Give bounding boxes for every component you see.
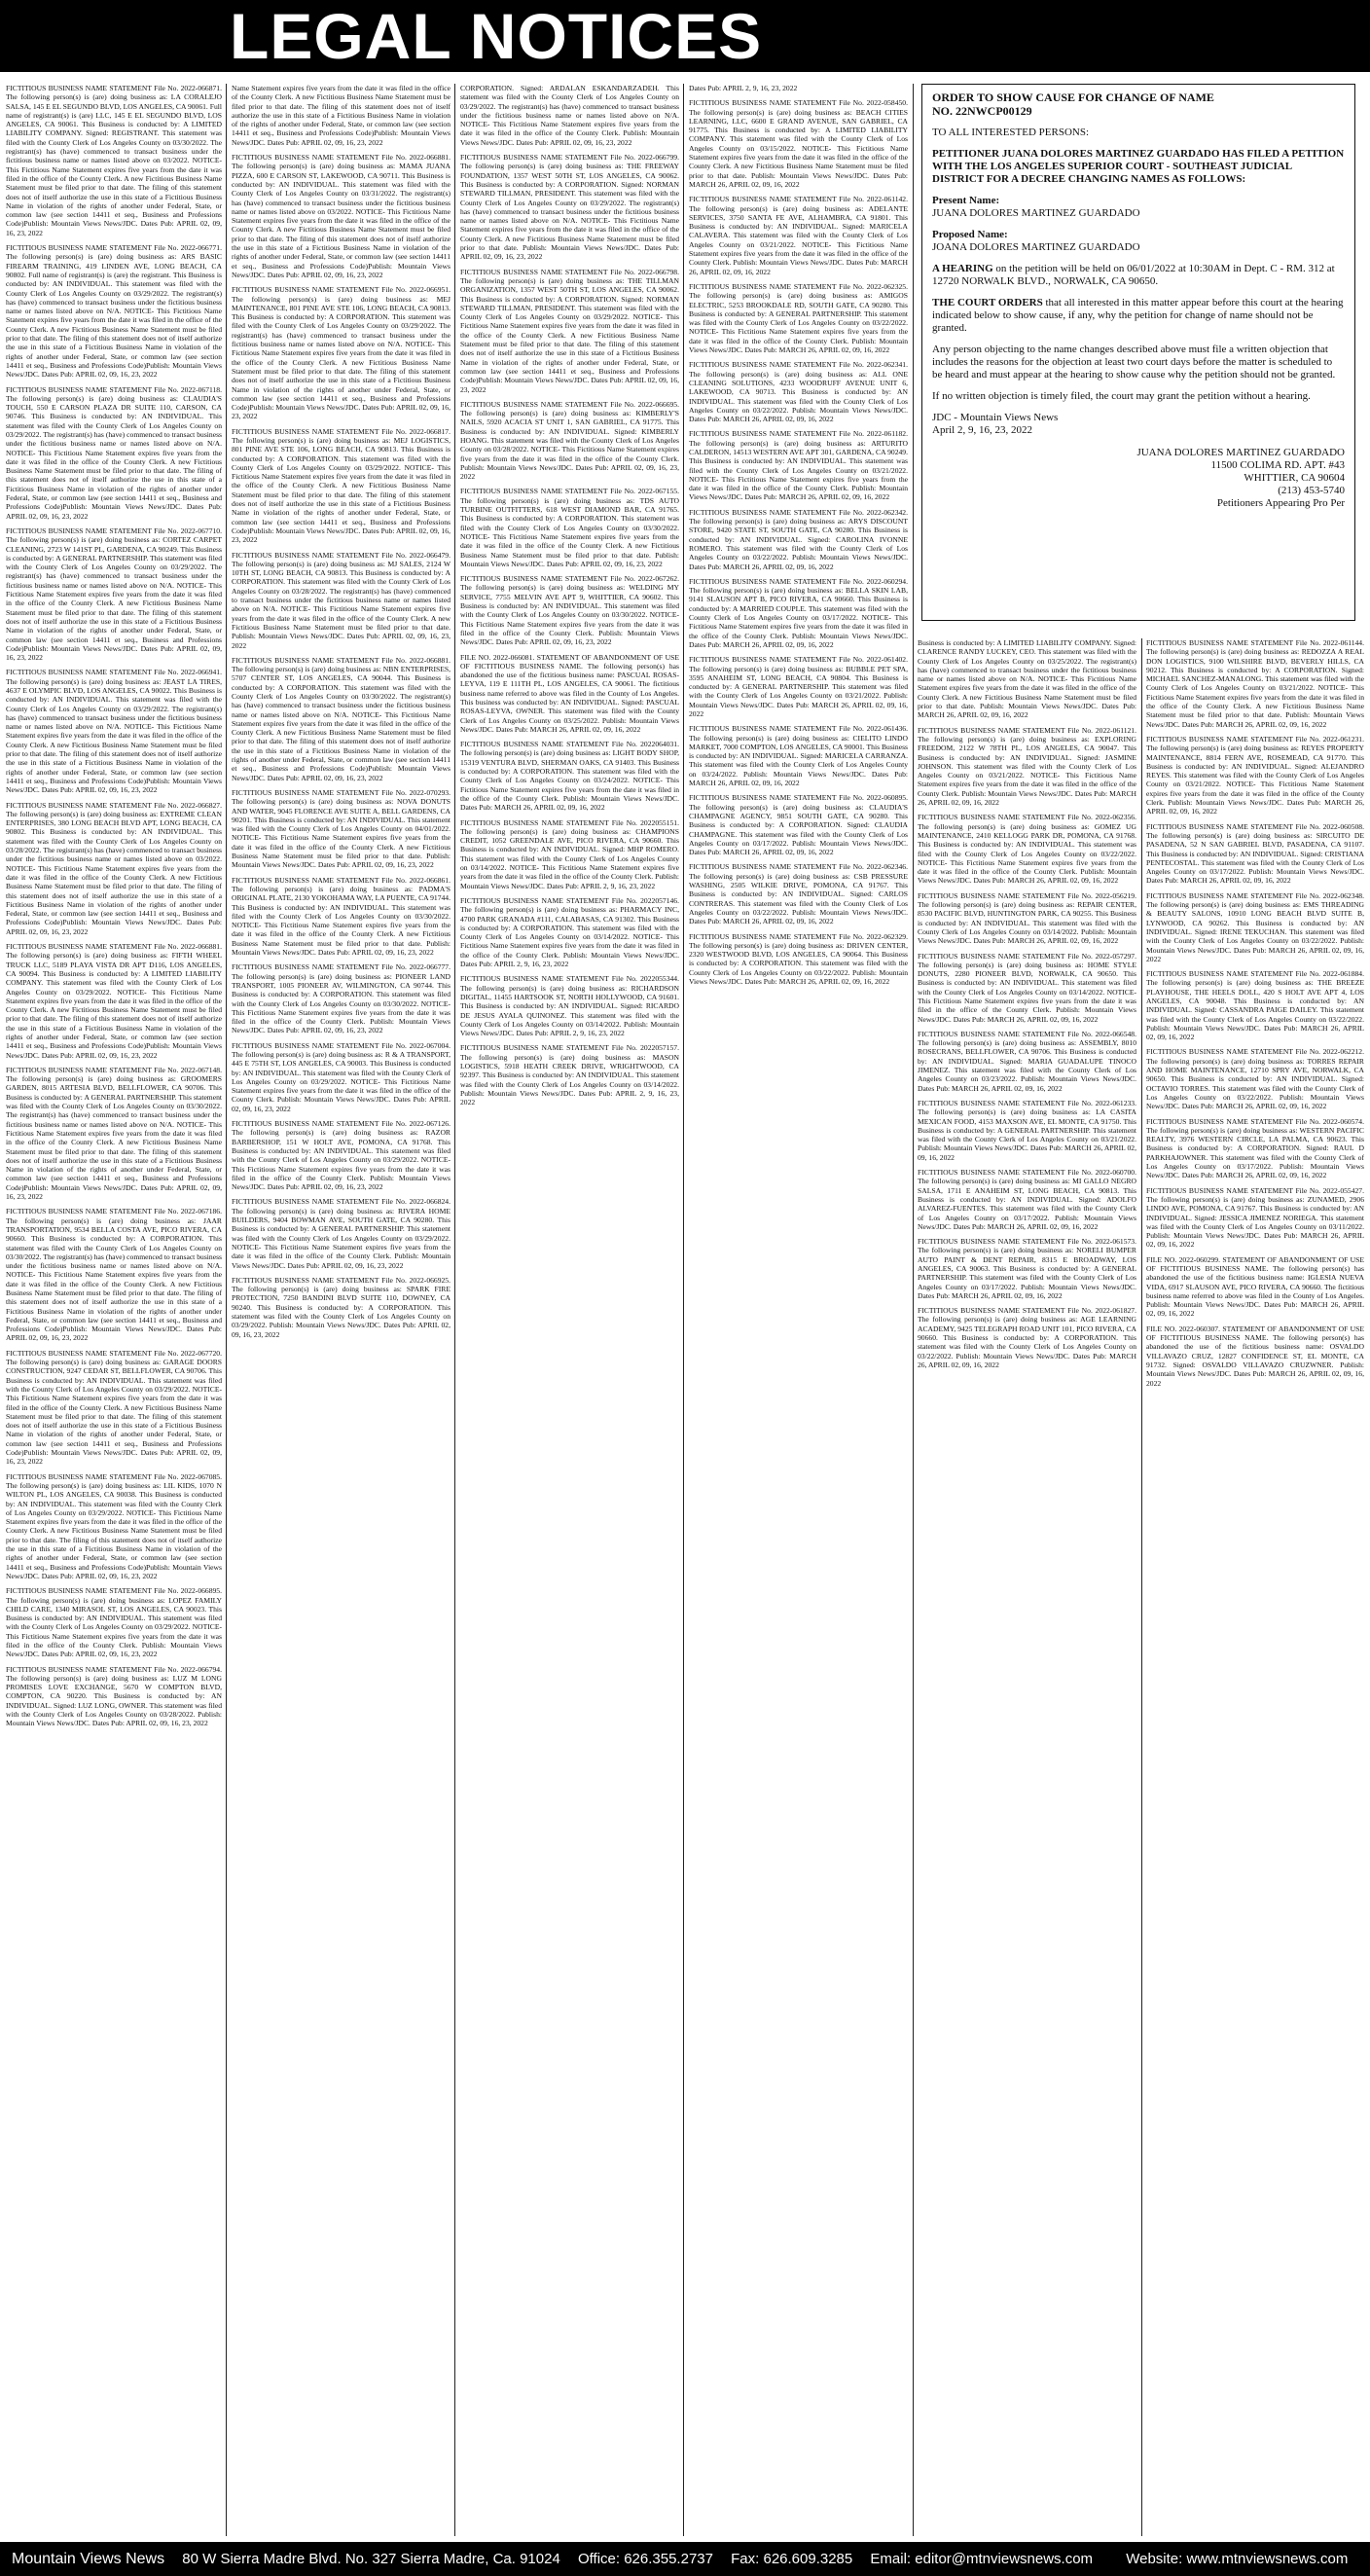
legal-notice: FICTITIOUS BUSINESS NAME STATEMENT File No. 2022-067118. The following person(s) is (are) doing business as: CLAUDIA'S TOUCH, 550 E CARSON PLAZA DR SUITE 110, CARSON, CA 90746. This Business is conducted by: AN INDIVIDUAL. This statement was filed with the County Clerk of Los Angeles County on 03/29/2022. The registrant(s) has (have) commenced to transact business under the fictitious business name or names listed above on N/A. NOTICE- This Fictitious Name Statement expires five years from the date it was filed in the office of the County Clerk. A new Fictitious Business Name Statement must be filed prior to that date. The filing of this statement does not of itself authorize the use in this state of a Fictitious Business Name in violation of the rights of another under Federal, State, or common law (see section 14411 et seq., Business and Professions Code)Publish: Mountain Views News/JDC. Dates Pub: APRIL 02, 09, 16, 23, 2022	[6, 384, 222, 521]
legal-notice: FICTITIOUS BUSINESS NAME STATEMENT File No. 2022055151. The following person(s) is (are) doing business as: CHAMPIONS CREDIT, 1052 GREENDALE AVE, PICO RIVERA, CA 90660. This Business is conducted by: AN INDIVIDUAL. Signed: MHP ROMERO. This statement was filed with the County Clerk of Los Angeles County on 03/14/2022. NOTICE- This Fictitious Name Statement expires five years from the date it was filed in the office of the County Clerk. Publish: Mountain Views News/JDC. Dates Pub: APRIL 2, 9, 16, 23, 2022	[460, 817, 679, 890]
publication-dates: April 2, 9, 16, 23, 2022	[932, 424, 1032, 436]
legal-notice: FICTITIOUS BUSINESS NAME STATEMENT File No. 2022-067720. The following person(s) is (are) doing business as: GARAGE DOORS CONSTRUCTION, 9247 CEDAR ST, BELLFLOWER, CA 90706. This Business is conducted by: AN INDIVIDUAL. This statement was filed with the County Clerk of Los Angeles County on 03/29/2022. NOTICE- This Fictitious Name Statement expires five years from the date it was filed in the office of the County Clerk. A new Fictitious Business Name Statement must be filed prior to that date. The filing of this statement does not of itself authorize the use in this state of a Fictitious Business Name in violation of the rights of another under Federal, State, or common law (see section 14411 et seq., Business and Professions Code)Publish: Mountain Views News/JDC. Dates Pub: APRIL 02, 09, 16, 23, 2022	[6, 1348, 222, 1467]
order-title: ORDER TO SHOW CAUSE FOR CHANGE OF NAME	[932, 91, 1214, 104]
legal-notice: FICTITIOUS BUSINESS NAME STATEMENT File No. 2022-066695. The following person(s) is (are) doing business as: KIMBERLY'S NAILS, 5920 ACACIA ST UNIT 1, SAN GABRIEL, CA 91775. This Business is conducted by: AN INDIVIDUAL. Signed: KIMBERLY HOANG. This statement was filed with the County Clerk of Los Angeles County on 03/28/2022. NOTICE- This Fictitious Name Statement expires five years from the date it was filed in the office of the County Clerk. Publish: Mountain Views News/JDC. Dates Pub: APRIL 02, 09, 16, 23, 2022	[460, 399, 679, 482]
hearing-label: A HEARING	[932, 263, 993, 274]
hearing-text: on the petition will be held on 06/01/2022 at 10:30AM in Dept. C - RM. 312 at 12720 NORWALK BLVD., NORWALK, CA 90650.	[932, 263, 1335, 287]
legal-notice: FICTITIOUS BUSINESS NAME STATEMENT File No. 2022-062329. The following person(s) is (are) doing business as: DRIVEN CENTER, 2320 WESTWOOD BLVD, LOS ANGELES, CA 90064. This Business is conducted by: A CORPORATION. This statement was filed with the County Clerk of Los Angeles County on 03/22/2022. Publish: Mountain Views News/JDC. Dates Pub: MARCH 26, APRIL 02, 09, 16, 2022	[689, 931, 908, 987]
legal-notice: FICTITIOUS BUSINESS NAME STATEMENT File No. 2022-066861. The following person(s) is (are) doing business as: PADMA'S ORIGINAL PLATE, 2130 YOKOHAMA WAY, LA PUENTE, CA 91744. This Business is conducted by: AN INDIVIDUAL. This statement was filed with the County Clerk of Los Angeles County on 03/30/2022. NOTICE- This Fictitious Name Statement expires five years from the date it was filed in the office of the County Clerk. A new Fictitious Business Name Statement must be filed prior to that date. Publish: Mountain Views News/JDC. Dates Pub: APRIL 02, 09, 16, 23, 2022	[232, 875, 451, 958]
legal-notice: FICTITIOUS BUSINESS NAME STATEMENT File No. 2022-066925. The following person(s) is (are) doing business as: SPARK FIRE PROTECTION, 7250 BANDINI BLVD SUITE 110, DOWNEY, CA 90240. This Business is conducted by: A CORPORATION. This statement was filed with the County Clerk of Los Angeles County on 03/29/2022. Publish: Mountain Views News/JDC. Dates Pub: APRIL 02, 09, 16, 23, 2022	[232, 1275, 451, 1339]
objection-paragraph: Any person objecting to the name changes described above must file a written objection that includes the reasons for the objection at least two court days before the matter is scheduled to be heard and must appear at the hearing to show cause why the petition should not be granted.	[932, 344, 1336, 381]
legal-notice: FICTITIOUS BUSINESS NAME STATEMENT File No. 2022-066827. The following person(s) is (are) doing business as: EXTREME CLEAN ENTERPRISES, 380 LONG BEACH BLVD APT, LONG BEACH, CA 90802. This Business is conducted by: AN INDIVIDUAL. This statement was filed with the County Clerk of Los Angeles County on 03/28/2022. The registrant(s) has (have) commenced to transact business under the fictitious business name or names listed above on 03/2022. NOTICE- This Fictitious Name Statement expires five years from the date it was filed in the office of the County Clerk. A new Fictitious Business Name Statement must be filed prior to that date. The filing of this statement does not of itself authorize the use in this state of a Fictitious Business Name in violation of the rights of another under Federal, State, or common law (see section 14411 et seq., Business and Professions Code)Publish: Mountain Views News/JDC. Dates Pub: APRIL 02, 09, 16, 23, 2022	[6, 800, 222, 936]
legal-notice: FICTITIOUS BUSINESS NAME STATEMENT File No. 2022-060700. The following person(s) is (are) doing business as: MI GALLO NEGRO SALSA, 1711 E ANAHEIM ST, LONG BEACH, CA 90813. This Business is conducted by: AN INDIVIDUAL. Signed: ADOLFO ALVAREZ-FUENTES. This statement was filed with the County Clerk of Los Angeles County on 03/17/2022. Publish: Mountain Views News/JDC. Dates Pub: MARCH 26, APRIL 02, 09, 16, 2022	[918, 1168, 1136, 1231]
legal-notice: FICTITIOUS BUSINESS NAME STATEMENT File No. 2022057157. The following person(s) is (are) doing business as: MASON LOGISTICS, 5918 HEATH CREEK DRIVE, WRIGHTWOOD, CA 92397. This Business is conducted by: AN INDIVIDUAL. This statement was filed with the County Clerk of Los Angeles County on 03/14/2022. Publish: Mountain Views News/JDC. Dates Pub: APRIL 2, 9, 16, 23, 2022	[460, 1043, 679, 1107]
signature-role: Petitioners Appearing Pro Per	[1216, 497, 1345, 509]
notice-column-5	[918, 638, 1136, 2536]
legal-notice: FICTITIOUS BUSINESS NAME STATEMENT File No. 2022-066881. The following person(s) is (are) doing business as: MAMA JUANA PIZZA, 600 E CARSON ST, LAKEWOOD, CA 90711. This Business is conducted by: AN INDIVIDUAL. This statement was filed with the County Clerk of Los Angeles County on 03/31/2022. The registrant(s) has (have) commenced to transact business under the fictitious business name or names listed above on 03/2022. NOTICE- This Fictitious Name Statement expires five years from the date it was filed in the office of the County Clerk. A new Fictitious Business Name Statement must be filed prior to that date. The filing of this statement does not of itself authorize the use in this state of a Fictitious Business Name in violation of the rights of another under Federal, State, or common law (see section 14411 et seq., Business and Professions Code)Publish: Mountain Views News/JDC. Dates Pub: APRIL 02, 09, 16, 23, 2022	[232, 153, 451, 279]
legal-notice: FICTITIOUS BUSINESS NAME STATEMENT File No. 2022-060574. The following person(s) is (are) doing business as: WESTERN PACIFIC REALTY, 3976 WESTERN CIRCLE, LA PALMA, CA 90623. This Business is conducted by: A CORPORATION. Signed: RAUL D PARKHAJOWNER. This statement was filed with the County Clerk of Los Angeles County on 03/17/2022. Publish: Mountain Views News/JDC. Dates Pub: MARCH 26, APRIL 02, 09, 16, 2022	[1146, 1116, 1364, 1180]
legal-notice: FICTITIOUS BUSINESS NAME STATEMENT File No. 2022-060895. The following person(s) is (are) doing business as: CLAUDIA'S CHAMPAGNE AGENCY, 9851 SOUTH GATE, CA 90280. This Business is conducted by: A CORPORATION. Signed: CLAUDIA CHAMPAGNE. This statement was filed with the County Clerk of Los Angeles County on 03/17/2022. Publish: Mountain Views News/JDC. Dates Pub: MARCH 26, APRIL 02, 09, 16, 2022	[689, 793, 908, 857]
signature-street: 11500 COLIMA RD. APT. #43	[1210, 459, 1345, 471]
hearing-paragraph	[932, 263, 1345, 288]
legal-notice: FICTITIOUS BUSINESS NAME STATEMENT File No. 2022-066794. The following person(s) is (are) doing business as: LUZ M LONG PROMISES LOVE EXCHANGE, 5670 W COMPTON BLVD, COMPTON, CA 90220. This Business is conducted by: AN INDIVIDUAL. Signed: LUZ LONG, OWNER. This statement was filed with the County Clerk of Los Angeles County on 03/28/2022. Publish: Mountain Views News/JDC. Dates Pub: APRIL 02, 09, 16, 23, 2022	[6, 1664, 222, 1728]
legal-notice: FICTITIOUS BUSINESS NAME STATEMENT File No. 2022-061827. The following person(s) is (are) doing business as: AGE LEARNING ACADEMY, 9425 TELEGRAPH ROAD UNIT 101, PICO RIVERA, CA 90660. This Business is conducted by: A CORPORATION. This statement was filed with the County Clerk of Los Angeles County on 03/22/2022. Publish: Mountain Views News/JDC. Dates Pub: MARCH 26, APRIL 02, 09, 16, 2022	[918, 1306, 1136, 1369]
legal-notice: FICTITIOUS BUSINESS NAME STATEMENT File No. 2022-070293. The following person(s) is (are) doing business as: NOVA DONUTS AND WATER, 9045 FLORENCE AVE SUITE A, BELL GARDENS, CA 90201. This Business is conducted by: AN INDIVIDUAL. This statement was filed with the County Clerk of Los Angeles County on 04/01/2022. NOTICE- This Fictitious Name Statement expires five years from the date it was filed in the office of the County Clerk. A new Fictitious Business Name Statement must be filed prior to that date. Publish: Mountain Views News/JDC. Dates Pub: APRIL 02, 09, 16, 23, 2022	[232, 787, 451, 870]
legal-notice: FICTITIOUS BUSINESS NAME STATEMENT File No. 2022-066895. The following person(s) is (are) doing business as: LOPEZ FAMILY CHILD CARE, 1340 MIRASOL ST, LOS ANGELES, CA 90023. This Business is conducted by: AN INDIVIDUAL. This statement was filed with the County Clerk of Los Angeles County on 03/29/2022. NOTICE- This Fictitious Name Statement expires five years from the date it was filed in the office of the County Clerk. Publish: Mountain Views News/JDC. Dates Pub: APRIL 02, 09, 16, 23, 2022	[6, 1586, 222, 1659]
publication-name: JDC - Mountain Views News	[932, 412, 1059, 423]
court-orders-label: THE COURT ORDERS	[932, 297, 1043, 308]
legal-notice: FILE NO. 2022-060307. STATEMENT OF ABANDONMENT OF USE OF FICTITIOUS BUSINESS NAME. The following person(s) has abandoned the use of the fictitious business name: OSVALDO VILLAVAZO CRUZ, 12827 CONFIDENCE ST, EL MONTE, CA 91732. Signed: OSVALDO VILLAVAZO CRUZWNER. Publish: Mountain Views News/JDC. Dates Pub: MARCH 26, APRIL 02, 09, 16, 2022	[1146, 1324, 1364, 1388]
legal-notice: Dates Pub: APRIL 2, 9, 16, 23, 2022	[689, 84, 798, 92]
column-divider	[913, 84, 914, 2536]
footer-office-phone: Office: 626.355.2737	[577, 2551, 713, 2567]
legal-notice: FICTITIOUS BUSINESS NAME STATEMENT File No. 2022-061231. The following person(s) is (are) doing business as: REYES PROPERTY MAINTENANCE, 8814 FERN AVE, ROSEMEAD, CA 91770. This Business is conducted by: AN INDIVIDUAL. Signed: ALEJANDRO REYES. This statement was filed with the County Clerk of Los Angeles County on 03/21/2022. NOTICE- This Fictitious Name Statement expires five years from the date it was filed in the office of the County Clerk. Publish: Mountain Views News/JDC. Dates Pub: MARCH 26, APRIL 02, 09, 16, 2022	[1146, 734, 1364, 816]
signature-phone: (213) 453-5740	[1278, 485, 1345, 496]
legal-notice: FILE NO. 2022-060299. STATEMENT OF ABANDONMENT OF USE OF FICTITIOUS BUSINESS NAME. The following person(s) has abandoned the use of the fictitious business name: IGLESIA NUEVA VIDA, 6917 SLAUSON AVE, PICO RIVERA, CA 90660. The fictitious business name referred to above was filed in the County of Los Angeles. Publish: Mountain Views News/JDC. Dates Pub: MARCH 26, APRIL 02, 09, 16, 2022	[1146, 1254, 1364, 1319]
legal-notice: FICTITIOUS BUSINESS NAME STATEMENT File No. 2022-058450. The following person(s) is (are) doing business as: BEACH CITIES LEARNING, LLC, 6600 E GRAND AVENUE, SAN GABRIEL, CA 91775. This Business is conducted by: A LIMITED LIABILITY COMPANY. This statement was filed with the County Clerk of Los Angeles County on 03/15/2022. NOTICE- This Fictitious Name Statement expires five years from the date it was filed in the office of the County Clerk. A new Fictitious Business Name Statement must be filed prior to that date. Publish: Mountain Views News/JDC. Dates Pub: MARCH 26, APRIL 02, 09, 16, 2022	[689, 98, 908, 189]
legal-notice: FICTITIOUS BUSINESS NAME STATEMENT File No. 2022-066777. The following person(s) is (are) doing business as: PIONEER LAND TRANSPORT, 1005 PIONEER AV, WILMINGTON, CA 90744. This Business is conducted by: A CORPORATION. This statement was filed with the County Clerk of Los Angeles County on 03/30/2022. NOTICE- This Fictitious Name Statement expires five years from the date it was filed in the office of the County Clerk. Publish: Mountain Views News/JDC. Dates Pub: APRIL 02, 09, 16, 23, 2022	[232, 962, 451, 1035]
footer-publication: Mountain Views News	[12, 2551, 165, 2567]
legal-notice: FICTITIOUS BUSINESS NAME STATEMENT File No. 2022-061402. The following person(s) is (are) doing business as: BUBBLE PET SPA, 3595 ANAHEIM ST, LONG BEACH, CA 90804. This Business is conducted by: A GENERAL PARTNERSHIP. This statement was filed with the County Clerk of Los Angeles County on 03/21/2022. Publish: Mountain Views News/JDC. Dates Pub: MARCH 26, APRIL 02, 09, 16, 2022	[689, 655, 908, 718]
legal-notice: FICTITIOUS BUSINESS NAME STATEMENT File No. 2022-060508. The following person(s) is (are) doing business as: SIRCUITO DE PASADENA, 52 N SAN GABRIEL BLVD, PASADENA, CA 91107. This Business is conducted by: AN INDIVIDUAL. Signed: CRISTIANA PENTECOSTAL. This statement was filed with the County Clerk of Los Angeles County on 03/17/2022. Publish: Mountain Views News/JDC. Dates Pub: MARCH 26, APRIL 02, 09, 16, 2022	[1146, 821, 1364, 886]
legal-notice: FICTITIOUS BUSINESS NAME STATEMENT File No. 2022-061142. The following person(s) is (are) doing business as: ADELANTE SERVICES, 3750 SANTA FE AVE, ALHAMBRA, CA 91801. This Business is conducted by: AN INDIVIDUAL. Signed: MARICELA CALAVERA. This statement was filed with the County Clerk of Los Angeles County on 03/21/2022. NOTICE- This Fictitious Name Statement expires five years from the date it was filed in the office of the County Clerk. Publish: Mountain Views News/JDC. Dates Pub: MARCH 26, APRIL 02, 09, 16, 2022	[689, 195, 908, 276]
legal-notice: FICTITIOUS BUSINESS NAME STATEMENT File No. 2022-066824. The following person(s) is (are) doing business as: RIVERA HOME BUILDERS, 9404 BOWMAN AVE, SOUTH GATE, CA 90280. This Business is conducted by: A GENERAL PARTNERSHIP. This statement was filed with the County Clerk of Los Angeles County on 03/29/2022. NOTICE- This Fictitious Name Statement expires five years from the date it was filed in the office of the County Clerk. Publish: Mountain Views News/JDC. Dates Pub: APRIL 02, 09, 16, 23, 2022	[232, 1197, 451, 1270]
legal-notice: CORPORATION. Signed: ARDALAN ESKANDARZADEH. This statement was filed with the County Clerk of Los Angeles County on 03/29/2022. The registrant(s) has (have) commenced to transact business under the fictitious business name or names listed above on N/A. NOTICE- This Fictitious Name Statement expires five years from the date it was filed in the office of the County Clerk. Publish: Mountain Views News/JDC. Dates Pub: APRIL 02, 09, 16, 23, 2022	[460, 84, 679, 147]
legal-notice: FICTITIOUS BUSINESS NAME STATEMENT File No. 2022-057297. The following person(s) is (are) doing business as: HOME STYLE DONUTS, 2280 PIONEER BLVD, NORWALK, CA 90650. This Business is conducted by: AN INDIVIDUAL. This statement was filed with the County Clerk of Los Angeles County on 03/14/2022. NOTICE- This Fictitious Name Statement expires five years from the date it was filed in the office of the County Clerk. Publish: Mountain Views News/JDC. Dates Pub: MARCH 26, APRIL 02, 09, 16, 2022	[918, 951, 1136, 1024]
legal-notice: Business is conducted by: A LIMITED LIABILITY COMPANY. Signed: CLARENCE RANDY LUCKEY, CEO. This statement was filed with the County Clerk of Los Angeles County on 03/25/2022. The registrant(s) has (have) commenced to transact business under the fictitious business name or names listed above on N/A. NOTICE- This Fictitious Name Statement expires five years from the date it was filed in the office of the County Clerk. A new Fictitious Business Name Statement must be filed prior to that date. Publish: Mountain Views News/JDC. Dates Pub: MARCH 26, APRIL 02, 09, 16, 2022	[918, 638, 1136, 720]
legal-notice: FICTITIOUS BUSINESS NAME STATEMENT File No. 2022-066881. The following person(s) is (are) doing business as: FIFTH WHEEL TRUCK LLC, 5189 PLAYA VISTA DR APT D116, LOS ANGELES, CA 90094. This Business is conducted by: A LIMITED LIABILITY COMPANY. This statement was filed with the County Clerk of Los Angeles County on 03/29/2022. NOTICE- This Fictitious Name Statement expires five years from the date it was filed in the office of the County Clerk. A new Fictitious Business Name Statement must be filed prior to that date. The filing of this statement does not of itself authorize the use in this state of a Fictitious Business Name in violation of the rights of another under Federal, State, or common law (see section 14411 et seq., Business and Professions Code)Publish: Mountain Views News/JDC. Dates Pub: APRIL 02, 09, 16, 23, 2022	[6, 942, 222, 1060]
legal-notice: FICTITIOUS BUSINESS NAME STATEMENT File No. 2022-066817. The following person(s) is (are) doing business as: MEJ LOGISTICS, 801 PINE AVE STE 106, LONG BEACH, CA 90813. This Business is conducted by: A CORPORATION. This statement was filed with the County Clerk of Los Angeles County on 03/29/2022. NOTICE- This Fictitious Name Statement expires five years from the date it was filed in the office of the County Clerk. A new Fictitious Business Name Statement must be filed prior to that date. The filing of this statement does not of itself authorize the use in this state of a Fictitious Business Name in violation of the rights of another under Federal, State, or common law (see section 14411 et seq., Business and Professions Code)Publish: Mountain Views News/JDC. Dates Pub: APRIL 02, 09, 16, 23, 2022	[232, 426, 451, 545]
legal-notice: FICTITIOUS BUSINESS NAME STATEMENT File No. 2022-062342. The following person(s) is (are) doing business as: ARYS DISCOUNT STORE, 9420 STATE ST, SOUTH GATE, CA 90280. This Business is conducted by: AN INDIVIDUAL. Signed: CAROLINA IVONNE ROMERO. This statement was filed with the County Clerk of Los Angeles County on 03/22/2022. Publish: Mountain Views News/JDC. Dates Pub: MARCH 26, APRIL 02, 09, 16, 2022	[689, 507, 908, 571]
legal-notice: FICTITIOUS BUSINESS NAME STATEMENT File No. 2022-066871. The following person(s) is (are) doing business as: LA CORALEJO SALSA, 145 E EL SEGUNDO BLVD, LOS ANGELES, CA 90061. Full name of registrant(s) is (are) LLC, 145 E EL SEGUNDO BLVD, LOS ANGELES, CA 90061. This Business is conducted by: A LIMITED LIABILITY COMPANY. Signed: REGISTRANT. This statement was filed with the County Clerk of Los Angeles County on 03/30/2022. The registrant(s) has (have) commenced to transact business under the fictitious business name or names listed above on 03/2022. NOTICE- This Fictitious Name Statement expires five years from the date it was filed in the office of the County Clerk. A new Fictitious Business Name Statement must be filed prior to that date. The filing of this statement does not of itself authorize the use in this state of a Fictitious Business Name in violation of the rights of another under Federal, State, or common law (see section 14411 et seq., Business and Professions Code)Publish: Mountain Views News/JDC. Dates Pub: APRIL 02, 09, 16, 23, 2022	[6, 84, 222, 237]
legal-notice: FICTITIOUS BUSINESS NAME STATEMENT File No. 2022-062212. The following person(s) is (are) doing business as: TORRES REPAIR AND HOME MAINTENANCE, 12710 SPRY AVE, NORWALK, CA 90650. This Business is conducted by: AN INDIVIDUAL. Signed: OCTAVIO TORRES. This statement was filed with the County Clerk of Los Angeles County on 03/22/2022. Publish: Mountain Views News/JDC. Dates Pub: MARCH 26, APRIL 02, 09, 16, 2022	[1146, 1047, 1364, 1111]
legal-notice: FICTITIOUS BUSINESS NAME STATEMENT File No. 2022-062341. The following person(s) is (are) doing business as: ALL ONE CLEANING SOLUTIONS, 4233 WOODRUFF AVENUE UNIT 6, LAKEWOOD, CA 90713. This Business is conducted by: AN INDIVIDUAL. This statement was filed with the County Clerk of Los Angeles County on 03/22/2022. Publish: Mountain Views News/JDC. Dates Pub: MARCH 26, APRIL 02, 09, 16, 2022	[689, 360, 908, 424]
case-number: NO. 22NWCP00129	[932, 104, 1032, 118]
column-divider	[1141, 638, 1142, 2536]
footer-website: Website: www.mtnviewsnews.com	[1126, 2551, 1349, 2567]
legal-notice: FICTITIOUS BUSINESS NAME STATEMENT File No. 2022-066798. The following person(s) is (are) doing business as: THE TILLMAN ORGANIZATION, 1357 WEST 50TH ST, LOS ANGELES, CA 90062. This Business is conducted by: A CORPORATION. Signed: NORMAN STEWARD TILLMAN, PRESIDENT. This statement was filed with the County Clerk of Los Angeles County on 03/29/2022. NOTICE- This Fictitious Name Statement expires five years from the date it was filed in the office of the County Clerk. A new Fictitious Business Name Statement must be filed prior to that date. The filing of this statement does not of itself authorize the use in this state of a Fictitious Business Name in violation of the rights of another under Federal, State, or common law (see section 14411 et seq., Business and Professions Code)Publish: Mountain Views News/JDC. Dates Pub: APRIL 02, 09, 16, 23, 2022	[460, 267, 679, 394]
legal-notice: FICTITIOUS BUSINESS NAME STATEMENT File No. 2022-055427. The following person(s) is (are) doing business as: ZUNAMED, 2906 LINDO AVE, POMONA, CA 91767. This Business is conducted by: AN INDIVIDUAL. Signed: JESSICA JIMENEZ NORIEGA. This statement was filed with the County Clerk of Los Angeles County on 03/11/2022. Publish: Mountain Views News/JDC. Dates Pub: MARCH 26, APRIL 02, 09, 16, 2022	[1146, 1185, 1364, 1250]
footer-fax: Fax: 626.609.3285	[731, 2551, 853, 2567]
legal-notice: FICTITIOUS BUSINESS NAME STATEMENT File No. 2022-061121. The following person(s) is (are) doing business as: EXPLORING FREEDOM, 2122 W 78TH PL, LOS ANGELES, CA 90047. This Business is conducted by: AN INDIVIDUAL. Signed: JASMINE JOHNSON. This statement was filed with the County Clerk of Los Angeles County on 03/21/2022. NOTICE- This Fictitious Name Statement expires five years from the date it was filed in the office of the County Clerk. Publish: Mountain Views News/JDC. Dates Pub: MARCH 26, APRIL 02, 09, 16, 2022	[918, 725, 1136, 808]
signature-name: JUANA DOLORES MARTINEZ GUARDADO	[1136, 447, 1345, 458]
footer-address: 80 W Sierra Madre Blvd. No. 327 Sierra Madre, Ca. 91024	[182, 2551, 560, 2567]
column-divider	[226, 84, 227, 2536]
column-divider	[683, 84, 684, 2536]
footer-bar	[0, 2542, 1370, 2576]
proposed-name: JOANA DOLORES MARTINEZ GUARDADO	[932, 241, 1140, 253]
section-title: LEGAL NOTICES	[230, 0, 763, 72]
legal-notice: Name Statement expires five years from the date it was filed in the office of the County Clerk. A new Fictitious Business Name Statement must be filed prior to that date. The filing of this statement does not of itself authorize the use in this state of a Fictitious Business Name in violation of the rights of another under Federal, State, or common law (see section 14411 et seq., Business and Professions Code)Publish: Mountain Views News/JDC. Dates Pub: APRIL 02, 09, 16, 23, 2022	[232, 84, 451, 147]
legal-notice: FICTITIOUS BUSINESS NAME STATEMENT File No. 2022-061884. The following person(s) is (are) doing business as: THE BREEZE PLAYHOUSE, THE HEELS DOLL, 420 S HOLT AVE APT 4, LOS ANGELES, CA 90048. This Business is conducted by: AN INDIVIDUAL. Signed: CASSANDRA PAIGE DAILEY. This statement was filed with the County Clerk of Los Angeles County on 03/22/2022. Publish: Mountain Views News/JDC. Dates Pub: MARCH 26, APRIL 02, 09, 16, 2022	[1146, 969, 1364, 1042]
legal-notice: FICTITIOUS BUSINESS NAME STATEMENT File No. 2022064031. The following person(s) is (are) doing business as: LIGHT BODY SHOP, 15319 VENTURA BLVD, SHERMAN OAKS, CA 91403. This Business is conducted by: A CORPORATION. This statement was filed with the County Clerk of Los Angeles County on 03/24/2022. NOTICE- This Fictitious Name Statement expires five years from the date it was filed in the office of the County Clerk. Publish: Mountain Views News/JDC. Dates Pub: MARCH 26, APRIL 02, 09, 16, 2022	[460, 740, 679, 813]
legal-notice: FICTITIOUS BUSINESS NAME STATEMENT File No. 2022-067155. The following person(s) is (are) doing business as: TDS AUTO TURBINE OUTFITTERS, 618 WEST DIAMOND BAR, CA 91765. This Business is conducted by: A CORPORATION. This statement was filed with the County Clerk of Los Angeles County on 03/30/2022. NOTICE- This Fictitious Name Statement expires five years from the date it was filed in the office of the County Clerk. A new Fictitious Business Name Statement must be filed prior to that date. Publish: Mountain Views News/JDC. Dates Pub: APRIL 02, 09, 16, 23, 2022	[460, 487, 679, 568]
legal-notice: FICTITIOUS BUSINESS NAME STATEMENT File No. 2022-066548. The following person(s) is (are) doing business as: ASSEMBLY, 8010 ROSECRANS, BELLFLOWER, CA 90706. This Business is conducted by: AN INDIVIDUAL. Signed: MARIA GUADALUPE TINOCO JIMENEZ. This statement was filed with the County Clerk of Los Angeles County on 03/23/2022. Publish: Mountain Views News/JDC. Dates Pub: MARCH 26, APRIL 02, 09, 16, 2022	[918, 1029, 1136, 1093]
legal-notice: FICTITIOUS BUSINESS NAME STATEMENT File No. 2022-060294. The following person(s) is (are) doing business as: BELLA SKIN LAB, 9141 SLAUSON APT B, PICO RIVERA, CA 90660. This Business is conducted by: A MARRIED COUPLE. This statement was filed with the County Clerk of Los Angeles County on 03/17/2022. NOTICE- This Fictitious Name Statement expires five years from the date it was filed in the office of the County Clerk. Publish: Mountain Views News/JDC. Dates Pub: MARCH 26, APRIL 02, 09, 16, 2022	[689, 576, 908, 649]
legal-notice: FICTITIOUS BUSINESS NAME STATEMENT File No. 2022-066941. The following person(s) is (are) doing business as: JEAST LA TIRES, 4637 E OLYMPIC BLVD, LOS ANGELES, CA 90022. This Business is conducted by: AN INDIVIDUAL. This statement was filed with the County Clerk of Los Angeles County on 03/29/2022. The registrant(s) has (have) commenced to transact business under the fictitious business name or names listed above on N/A. NOTICE- This Fictitious Name Statement expires five years from the date it was filed in the office of the County Clerk. A new Fictitious Business Name Statement must be filed prior to that date. The filing of this statement does not of itself authorize the use in this state of a Fictitious Business Name in violation of the rights of another under Federal, State, or common law (see section 14411 et seq., Business and Professions Code)Publish: Mountain Views News/JDC. Dates Pub: APRIL 02, 09, 16, 23, 2022	[6, 668, 222, 795]
legal-notice: FICTITIOUS BUSINESS NAME STATEMENT File No. 2022-066951. The following person(s) is (are) doing business as: MEJ MAINTENANCE, 801 PINE AVE STE 106, LONG BEACH, CA 90813. This Business is conducted by: A CORPORATION. This statement was filed with the County Clerk of Los Angeles County on 03/29/2022. The registrant(s) has (have) commenced to transact business under the fictitious business name or names listed above on N/A. NOTICE- This Fictitious Name Statement expires five years from the date it was filed in the office of the County Clerk. A new Fictitious Business Name Statement must be filed prior to that date. The filing of this statement does not of itself authorize the use in this state of a Fictitious Business Name in violation of the rights of another under Federal, State, or common law (see section 14411 et seq., Business and Professions Code)Publish: Mountain Views News/JDC. Dates Pub: APRIL 02, 09, 16, 23, 2022	[232, 285, 451, 421]
legal-notice: FICTITIOUS BUSINESS NAME STATEMENT File No. 2022-067004. The following person(s) is (are) doing business as: R & A TRANSPORT, 445 E 75TH ST, LOS ANGELES, CA 90003. This Business is conducted by: AN INDIVIDUAL. This statement was filed with the County Clerk of Los Angeles County on 03/29/2022. NOTICE- This Fictitious Name Statement expires five years from the date it was filed in the office of the County Clerk. Publish: Mountain Views News/JDC. Dates Pub: APRIL 02, 09, 16, 23, 2022	[232, 1040, 451, 1113]
order-petition: PETITIONER JUANA DOLORES MARTINEZ GUARDADO HAS FILED A PETITION WITH THE LOS ANGELES SUPERIOR COURT - SOUTHEAST JUDICIAL DISTRICT FOR A DECREE CHANGING NAMES AS FOLLOWS:	[932, 148, 1345, 185]
present-name-label: Present Name:	[932, 195, 1000, 206]
notice-column-1	[6, 84, 222, 2536]
legal-notice: FICTITIOUS BUSINESS NAME STATEMENT File No. 2022-062348. The following person(s) is (are) doing business as: EMS THREADING & BEAUTY SALONS, 10910 LONG BEACH BLVD SUITE B, LYNWOOD, CA 90262. This Business is conducted by: AN INDIVIDUAL. Signed: IRENE TEKUCHAN. This statement was filed with the County Clerk of Los Angeles County on 03/22/2022. Publish: Mountain Views News/JDC. Dates Pub: MARCH 26, APRIL 02, 09, 16, 2022	[1146, 890, 1364, 963]
legal-notice: FICTITIOUS BUSINESS NAME STATEMENT File No. 2022-067148. The following person(s) is (are) doing business as: GROOMERS GARDEN, 8015 ARTESIA BLVD, BELLFLOWER, CA 90706. This Business is conducted by: A GENERAL PARTNERSHIP. This statement was filed with the County Clerk of Los Angeles County on 03/30/2022. The registrant(s) has (have) commenced to transact business under the fictitious business name or names listed above on N/A. NOTICE- This Fictitious Name Statement expires five years from the date it was filed in the office of the County Clerk. A new Fictitious Business Name Statement must be filed prior to that date. The filing of this statement does not of itself authorize the use in this state of a Fictitious Business Name in violation of the rights of another under Federal, State, or common law (see section 14411 et seq., Business and Professions Code)Publish: Mountain Views News/JDC. Dates Pub: APRIL 02, 09, 16, 23, 2022	[6, 1065, 222, 1202]
proposed-name-label: Proposed Name:	[932, 229, 1008, 240]
legal-notice: FICTITIOUS BUSINESS NAME STATEMENT File No. 2022-061233. The following person(s) is (are) doing business as: LA CASITA MEXICAN FOOD, 4153 MAXSON AVE, EL MONTE, CA 91750. This Business is conducted by: A GENERAL PARTNERSHIP. This statement was filed with the County Clerk of Los Angeles County on 03/21/2022. Publish: Mountain Views News/JDC. Dates Pub: MARCH 26, APRIL 02, 09, 16, 2022	[918, 1098, 1136, 1162]
petitioner-signature	[932, 447, 1345, 510]
legal-notice: FICTITIOUS BUSINESS NAME STATEMENT File No. 2022-062325. The following person(s) is (are) doing business as: AMIGOS ELECTRIC, 5253 BROOKDALE RD, SOUTH GATE, CA 90280. This Business is conducted by: A GENERAL PARTNERSHIP. This statement was filed with the County Clerk of Los Angeles County on 03/22/2022. NOTICE- This Fictitious Name Statement expires five years from the date it was filed in the office of the County Clerk. Publish: Mountain Views News/JDC. Dates Pub: MARCH 26, APRIL 02, 09, 16, 2022	[689, 281, 908, 355]
no-objection-paragraph: If no written objection is timely filed, the court may grant the petition without a hearing.	[932, 390, 1311, 402]
court-orders-paragraph	[932, 297, 1345, 335]
legal-notice: FICTITIOUS BUSINESS NAME STATEMENT File No. 2022-066881. The following person(s) is (are) doing business as: NBN ENTERPRISES, 5707 CENTER ST, LOS ANGELES, CA 90044. This Business is conducted by: A CORPORATION. This statement was filed with the County Clerk of Los Angeles County on 03/30/2022. The registrant(s) has (have) commenced to transact business under the fictitious business name or names listed above on N/A. NOTICE- This Fictitious Name Statement expires five years from the date it was filed in the office of the County Clerk. A new Fictitious Business Name Statement must be filed prior to that date. The filing of this statement does not of itself authorize the use in this state of a Fictitious Business Name in violation of the rights of another under Federal, State, or common law (see section 14411 et seq., Business and Professions Code)Publish: Mountain Views News/JDC. Dates Pub: APRIL 02, 09, 16, 23, 2022	[232, 655, 451, 782]
legal-notice: FICTITIOUS BUSINESS NAME STATEMENT File No. 2022057146. The following person(s) is (are) doing business as: PHARMACY INC, 4700 PARK GRANADA #111, CALABASAS, CA 91302. This Business is conducted by: A CORPORATION. This statement was filed with the County Clerk of Los Angeles County on 03/14/2022. NOTICE- This Fictitious Name Statement expires five years from the date it was filed in the office of the County Clerk. Publish: Mountain Views News/JDC. Dates Pub: APRIL 2, 9, 16, 23, 2022	[460, 895, 679, 969]
order-to-show-cause-notice	[921, 84, 1355, 621]
notice-column-3	[460, 84, 679, 2536]
legal-notice: FICTITIOUS BUSINESS NAME STATEMENT File No. 2022-066771. The following person(s) is (are) doing business as: ARS BASIC FIREARM TRAINING, 419 LINDEN AVE, LONG BEACH, CA 90802. Full name of registrant(s) is (are) the registrant. This Business is conducted by: AN INDIVIDUAL. This statement was filed with the County Clerk of Los Angeles County on 03/29/2022. The registrant(s) has (have) commenced to transact business under the fictitious business name or names listed above on N/A. NOTICE- This Fictitious Name Statement expires five years from the date it was filed in the office of the County Clerk. A new Fictitious Business Name Statement must be filed prior to that date. The filing of this statement does not of itself authorize the use in this state of a Fictitious Business Name in violation of the rights of another under Federal, State, or common law (see section 14411 et seq., Business and Professions Code)Publish: Mountain Views News/JDC. Dates Pub: APRIL 02, 09, 16, 23, 2022	[6, 243, 222, 380]
legal-notice: FICTITIOUS BUSINESS NAME STATEMENT File No. 2022-056219. The following person(s) is (are) doing business as: REPAIR CENTER, 8530 PACIFIC BLVD, HUNTINGTON PARK, CA 90255. This Business is conducted by: AN INDIVIDUAL. This statement was filed with the County Clerk of Los Angeles County on 03/14/2022. Publish: Mountain Views News/JDC. Dates Pub: MARCH 26, APRIL 02, 09, 16, 2022	[918, 890, 1136, 946]
legal-notice: FICTITIOUS BUSINESS NAME STATEMENT File No. 2022-067085. The following person(s) is (are) doing business as: LIL KIDS, 1070 N WILTON PL, LOS ANGELES, CA 90038. This Business is conducted by: AN INDIVIDUAL. This statement was filed with the County Clerk of Los Angeles County on 03/29/2022. NOTICE- This Fictitious Name Statement expires five years from the date it was filed in the office of the County Clerk. A new Fictitious Business Name Statement must be filed prior to that date. The filing of this statement does not of itself authorize the use in this state of a Fictitious Business Name in violation of the rights of another under Federal, State, or common law (see section 14411 et seq., Business and Professions Code)Publish: Mountain Views News/JDC. Dates Pub: APRIL 02, 09, 16, 23, 2022	[6, 1471, 222, 1580]
legal-notice: FICTITIOUS BUSINESS NAME STATEMENT File No. 2022-067126. The following person(s) is (are) doing business as: RAZOR BARBERSHOP, 151 W HOLT AVE, POMONA, CA 91768. This Business is conducted by: AN INDIVIDUAL. This statement was filed with the County Clerk of Los Angeles County on 03/29/2022. NOTICE- This Fictitious Name Statement expires five years from the date it was filed in the office of the County Clerk. Publish: Mountain Views News/JDC. Dates Pub: APRIL 02, 09, 16, 23, 2022	[232, 1119, 451, 1192]
legal-notice: FICTITIOUS BUSINESS NAME STATEMENT File No. 2022-067710. The following person(s) is (are) doing business as: CORTEZ CARPET CLEANING, 2723 W 141ST PL, GARDENA, CA 90249. This Business is conducted by: A GENERAL PARTNERSHIP. This statement was filed with the County Clerk of Los Angeles County on 03/29/2022. The registrant(s) has (have) commenced to transact business under the fictitious business name or names listed above on N/A. NOTICE- This Fictitious Name Statement expires five years from the date it was filed in the office of the County Clerk. A new Fictitious Business Name Statement must be filed prior to that date. The filing of this statement does not of itself authorize the use in this state of a Fictitious Business Name in violation of the rights of another under Federal, State, or common law (see section 14411 et seq., Business and Professions Code)Publish: Mountain Views News/JDC. Dates Pub: APRIL 02, 09, 16, 23, 2022	[6, 526, 222, 663]
legal-notice: FICTITIOUS BUSINESS NAME STATEMENT File No. 2022-067262. The following person(s) is (are) doing business as: WELDING MY SERVICE, 7755 MELVIN AVE APT 9, WHITTIER, CA 90602. This Business is conducted by: AN INDIVIDUAL. This statement was filed with the County Clerk of Los Angeles County on 03/30/2022. NOTICE- This Fictitious Name Statement expires five years from the date it was filed in the office of the County Clerk. Publish: Mountain Views News/JDC. Dates Pub: APRIL 02, 09, 16, 23, 2022	[460, 574, 679, 647]
notice-column-2	[232, 84, 451, 2536]
notice-column-6	[1146, 638, 1364, 2536]
footer-email: Email: editor@mtnviewsnews.com	[870, 2551, 1094, 2567]
masthead	[0, 0, 1370, 72]
signature-city: WHITTIER, CA 90604	[1244, 472, 1345, 484]
legal-notice: FILE NO. 2022-066081. STATEMENT OF ABANDONMENT OF USE OF FICTITIOUS BUSINESS NAME. The following person(s) has abandoned the use of the fictitious business name: PASCUAL ROSAS-LEYVA, 119 E 111TH PL, LOS ANGELES, CA 90061. The fictitious business name referred to above was filed in the County of Los Angeles. This business was conducted by: AN INDIVIDUAL. Signed: PASCUAL ROSAS-LEYVA, OWNER. This statement was filed with the County Clerk of Los Angeles County on 03/25/2022. Publish: Mountain Views News/JDC. Dates Pub: MARCH 26, APRIL 02, 09, 16, 2022	[460, 652, 679, 734]
legal-notice: FICTITIOUS BUSINESS NAME STATEMENT File No. 2022-067186. The following person(s) is (are) doing business as: JAAR TRANSPORTATION, 9534 BELLA COSTA AVE, PICO RIVERA, CA 90660. This Business is conducted by: A CORPORATION. This statement was filed with the County Clerk of Los Angeles County on 03/30/2022. The registrant(s) has (have) commenced to transact business under the fictitious business name or names listed above on N/A. NOTICE- This Fictitious Name Statement expires five years from the date it was filed in the office of the County Clerk. A new Fictitious Business Name Statement must be filed prior to that date. The filing of this statement does not of itself authorize the use in this state of a Fictitious Business Name in violation of the rights of another under Federal, State, or common law (see section 14411 et seq., Business and Professions Code)Publish: Mountain Views News/JDC. Dates Pub: APRIL 02, 09, 16, 23, 2022	[6, 1207, 222, 1343]
legal-notice: FICTITIOUS BUSINESS NAME STATEMENT File No. 2022-062346. The following person(s) is (are) doing business as: CSB PRESSURE WASHING, 2505 WILKIE DRIVE, POMONA, CA 91767. This Business is conducted by: AN INDIVIDUAL. Signed: CARLOS CONTRERAS. This statement was filed with the County Clerk of Los Angeles County on 03/22/2022. Publish: Mountain Views News/JDC. Dates Pub: MARCH 26, APRIL 02, 09, 16, 2022	[689, 862, 908, 926]
column-divider	[454, 84, 455, 2536]
legal-notice: FICTITIOUS BUSINESS NAME STATEMENT File No. 2022-061436. The following person(s) is (are) doing business as: CIELITO LINDO MARKET, 7000 COMPTON, LOS ANGELES, CA 90001. This Business is conducted by: AN INDIVIDUAL. Signed: MARICELA CARRANZA. This statement was filed with the County Clerk of Los Angeles County on 03/24/2022. Publish: Mountain Views News/JDC. Dates Pub: MARCH 26, APRIL 02, 09, 16, 2022	[689, 724, 908, 788]
present-name: JUANA DOLORES MARTINEZ GUARDADO	[932, 207, 1140, 219]
legal-notice: FICTITIOUS BUSINESS NAME STATEMENT File No. 2022-062356. The following person(s) is (are) doing business as: GOMEZ UG MAINTENANCE, 2410 KELLOGG PARK DR, POMONA, CA 91768. This Business is conducted by: AN INDIVIDUAL. This statement was filed with the County Clerk of Los Angeles County on 03/22/2022. NOTICE- This Fictitious Name Statement expires five years from the date it was filed in the office of the County Clerk. Publish: Mountain Views News/JDC. Dates Pub: MARCH 26, APRIL 02, 09, 16, 2022	[918, 813, 1136, 886]
legal-notice: FICTITIOUS BUSINESS NAME STATEMENT File No. 2022-066799. The following person(s) is (are) doing business as: THE FREEWAY FOUNDATION, 1357 WEST 50TH ST, LOS ANGELES, CA 90062. This Business is conducted by: A CORPORATION. Signed: NORMAN STEWARD TILLMAN, PRESIDENT. This statement was filed with the County Clerk of Los Angeles County on 03/29/2022. The registrant(s) has (have) commenced to transact business under the fictitious business name or names listed above on N/A. NOTICE- This Fictitious Name Statement expires five years from the date it was filed in the office of the County Clerk. A new Fictitious Business Name Statement must be filed prior to that date. Publish: Mountain Views News/JDC. Dates Pub: APRIL 02, 09, 16, 23, 2022	[460, 153, 679, 262]
order-addressee: TO ALL INTERESTED PERSONS:	[932, 127, 1090, 138]
notice-column-4	[689, 84, 908, 2536]
court-orders-text: that all interested in this matter appear before this court at the hearing indicated below to show cause, if any, why the petition for change of name should not be granted.	[932, 297, 1344, 334]
legal-notice: FICTITIOUS BUSINESS NAME STATEMENT File No. 2022-061144. The following person(s) is (are) doing business as: REDOZZA A REAL DON LOGISTICS, 9100 WILSHIRE BLVD, BEVERLY HILLS, CA 90212. This Business is conducted by: A CORPORATION. Signed: MICHAEL SANCHEZ-MANALONG. This statement was filed with the County Clerk of Los Angeles County on 03/21/2022. NOTICE- This Fictitious Name Statement expires five years from the date it was filed in the office of the County Clerk. A new Fictitious Business Name Statement must be filed prior to that date. Publish: Mountain Views News/JDC. Dates Pub: MARCH 26, APRIL 02, 09, 16, 2022	[1146, 638, 1364, 729]
legal-notice: FICTITIOUS BUSINESS NAME STATEMENT File No. 2022-061182. The following person(s) is (are) doing business as: ARTURITO CALDERON, 14513 WESTERN AVE APT 301, GARDENA, CA 90249. This Business is conducted by: AN INDIVIDUAL. This statement was filed with the County Clerk of Los Angeles County on 03/21/2022. NOTICE- This Fictitious Name Statement expires five years from the date it was filed in the office of the County Clerk. Publish: Mountain Views News/JDC. Dates Pub: MARCH 26, APRIL 02, 09, 16, 2022	[689, 429, 908, 502]
legal-notice: FICTITIOUS BUSINESS NAME STATEMENT File No. 2022055344. The following person(s) is (are) doing business as: RICHARDSON DIGITAL, 11455 HARTSOOK ST, NORTH HOLLYWOOD, CA 91601. This Business is conducted by: AN INDIVIDUAL. Signed: RICARDO DE JESUS AYALA QUINONEZ. This statement was filed with the County Clerk of Los Angeles County on 03/14/2022. Publish: Mountain Views News/JDC. Dates Pub: APRIL 2, 9, 16, 23, 2022	[460, 974, 679, 1038]
legal-notice: FICTITIOUS BUSINESS NAME STATEMENT File No. 2022-061573. The following person(s) is (are) doing business as: NORELI BUMPER AUTO PAINT & DENT REPAIR, 8315 E BROADWAY, LOS ANGELES, CA 90063. This Business is conducted by: A GENERAL PARTNERSHIP. This statement was filed with the County Clerk of Los Angeles County on 03/17/2022. Publish: Mountain Views News/JDC. Dates Pub: MARCH 26, APRIL 02, 09, 16, 2022	[918, 1237, 1136, 1300]
legal-notice: FICTITIOUS BUSINESS NAME STATEMENT File No. 2022-066479. The following person(s) is (are) doing business as: MJ SALES, 2124 W 10TH ST, LONG BEACH, CA 90813. This Business is conducted by: A CORPORATION. This statement was filed with the County Clerk of Los Angeles County on 03/28/2022. The registrant(s) has (have) commenced to transact business under the fictitious business name or names listed above on N/A. NOTICE- This Fictitious Name Statement expires five years from the date it was filed in the office of the County Clerk. A new Fictitious Business Name Statement must be filed prior to that date. Publish: Mountain Views News/JDC. Dates Pub: APRIL 02, 09, 16, 23, 2022	[232, 550, 451, 650]
